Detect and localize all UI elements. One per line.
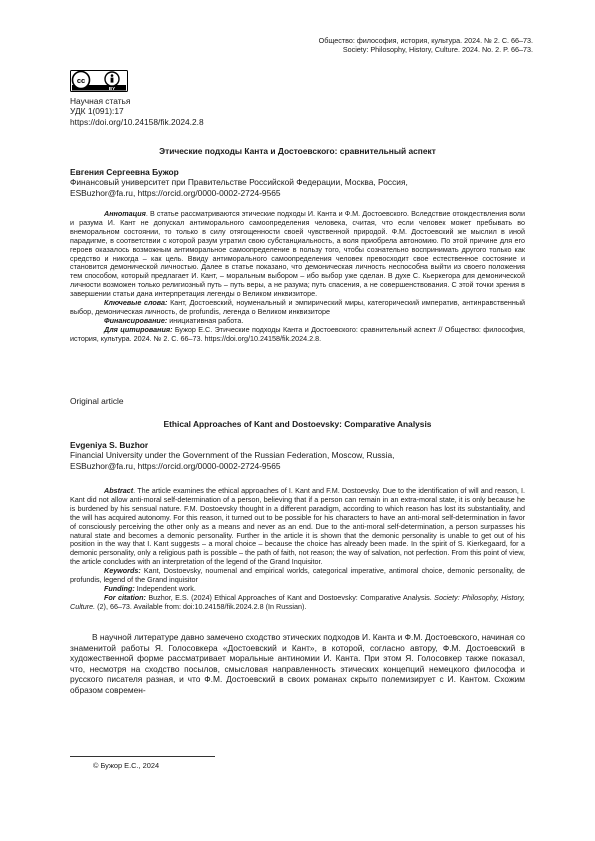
en-abstract-text: . The article examines the ethical approaches of I. Kant and F.M. Dostoevsky. Due to the identification of will and reason, I. Kant did not allow anti-moral self-determination of a person, believing that if a person can remain in an extra-moral state, it is only because he is burdened by his sensual nature. F.M. Dostoevsky thought in a different paradigm, according to which reason has lost its substantiality, and the will has acquired autonomy. For this reason, it turned out to be possible for his characters to have an anti-moral self-determination in favor of consciously perceiving the other only as a means and never as an end. Due to the anti-moral self-determination, a person surpasses his natural state and becomes a demonic personality. Further in the article it is shown that the demonic personality is unable to get out of his position in the way that I. Kant suggests – a moral choice – because the choice has already been made. In the spirit of S. Kierkegaard, for a demonic personality, only a religious path is possible – the path of faith, not reason; the way of salvation, not perfection. From this point of view, the article concludes with an interpretation of the legend of the Grand Inquisitor.: [70, 486, 525, 567]
en-keywords-label: Keywords:: [104, 566, 141, 576]
ru-abstract-block: [70, 210, 525, 344]
en-title: Ethical Approaches of Kant and Dostoevsky: Comparative Analysis: [163, 419, 432, 429]
en-funding-text: Independent work.: [134, 583, 196, 593]
cc-by-icon[interactable]: [70, 70, 128, 92]
en-abstract-block: [70, 487, 525, 612]
ru-contacts[interactable]: ESBuzhor@fa.ru, https://orcid.org/0000-0002-2724-9565: [70, 187, 281, 198]
en-abstract: [70, 487, 525, 567]
ru-abstract-label: Аннотация: [104, 209, 146, 218]
journal-line-ru: Общество: философия, история, культура. 2024. № 2. С. 66–73.: [318, 36, 533, 45]
ru-abstract-text: . В статье рассматриваются этические подходы И. Канта и Ф.М. Достоевского. Вследствие отождествления воли и разума И. Кант не допускал антиморального самоопределения человека, считая, что если человек может пребывать во внеморальном состоянии, то только в силу отягощенности своей чувственной природой. Ф.М. Достоевский же мыслил в иной парадигме, в соответствии с которой разум утратил свою субстанциальность, а воля приобрела автономию. По этой причине для его героев оказалось возможным антиморальное самоопределение в пользу того, чтобы сознательно воспринимать другого только как средство и никогда – как цель. Ввиду антиморального самоопределения человек превосходит свое естественное состояние и становится демонической личностью. Далее в статье показано, что демоническая личность неспособна выйти из своего положения тем способом, который предлагает И. Кант, – моральным выбором – ибо выбор уже сделан. В духе С. Кьеркегора для демонической личности возможен только религиозный путь – путь веры, а не разума; путь спасения, а не совершенствования. С этой точки зрения в завершении статьи дана интерпретация легенды о Великом инквизиторе.: [70, 209, 525, 299]
ru-funding-text: инициативная работа.: [167, 315, 244, 325]
en-author-name: Evgeniya S. Buzhor: [70, 440, 149, 450]
en-citation: [70, 594, 525, 612]
ru-keywords-label: Ключевые слова:: [104, 298, 168, 308]
copyright-footnote: © Бужор Е.С., 2024: [93, 761, 160, 770]
ru-funding-label: Финансирование:: [104, 315, 168, 325]
ru-citation-text: Бужор Е.С. Этические подходы Канта и Достоевского: сравнительный аспект // Общество: философия, история, культура. 2024. № 2. С. 66–73. https://doi.org/10.24158/fik.2024.2.8.: [70, 324, 525, 343]
ru-keywords: [70, 299, 525, 317]
ru-citation: [70, 326, 525, 344]
en-contacts[interactable]: ESBuzhor@fa.ru, https://orcid.org/0000-0002-2724-9565: [70, 460, 281, 471]
ru-abstract: [70, 210, 525, 299]
en-citation-label: For citation:: [104, 592, 146, 602]
body-paragraph: В научной литературе давно замечено сходство этических подходов И. Канта и Ф.М. Достоевского, начиная со знаменитой работы Я. Голосовкера «Достоевский и Кант», в которой, согласно автору, Ф.М. Достоевский в художественной форме рассматривает моральные антиномии И. Канта. При этом Я. Голосовкер также показал, что, несмотря на сходство посылов, смысловая направленность этических концепций немецкого философа и русского писателя разная, и что Ф.М. Достоевский в своих романах скрыто полемизирует с И. Кантом. Схожим образом современ-: [70, 632, 525, 695]
body-text: [70, 632, 525, 695]
en-affiliation: Financial University under the Government of the Russian Federation, Moscow, Russia,: [70, 450, 395, 461]
udk-code: УДК 1(091):17: [70, 106, 124, 117]
journal-line-en: Society: Philosophy, History, Culture. 2024. No. 2. P. 66–73.: [342, 45, 533, 54]
en-citation-journal: Society: Philosophy, History, Culture.: [70, 592, 525, 611]
cc-by-label: BY: [108, 85, 116, 91]
en-funding-label: Funding:: [104, 583, 135, 593]
ru-affiliation: Финансовый университет при Правительстве Российской Федерации, Москва, Россия,: [70, 177, 408, 188]
en-citation-tail: (2), 66–73. Available from: doi:10.24158/fik.2024.2.8 (In Russian).: [95, 601, 307, 611]
original-article-label: Original article: [70, 396, 124, 406]
doi-link[interactable]: https://doi.org/10.24158/fik.2024.2.8: [70, 116, 204, 127]
ru-title: Этические подходы Канта и Достоевского: сравнительный аспект: [159, 146, 436, 156]
ru-author-block: [70, 167, 525, 198]
ru-author-name: Евгения Сергеевна Бужор: [70, 167, 179, 177]
footnote-divider: [70, 756, 215, 757]
en-abstract-label: Abstract: [104, 486, 134, 495]
svg-text:cc: cc: [76, 75, 86, 85]
en-keywords-text: Kant, Dostoevsky, noumenal and empirical worlds, categorical imperative, antimoral choice, demonic personality, de profundis, legend of the Grand inquisitor: [70, 566, 525, 585]
ru-keywords-text: Кант, Достоевский, ноуменальный и эмпирический миры, категорический императив, антинравственный выбор, демоническая личность, de profundis, легенда о Великом инквизиторе: [70, 298, 526, 316]
en-keywords: [70, 567, 525, 585]
ru-citation-label: Для цитирования:: [104, 324, 173, 334]
journal-header: [233, 36, 533, 54]
en-citation-text: Buzhor, E.S. (2024) Ethical Approaches of Kant and Dostoevsky: Comparative Analysis.: [145, 592, 435, 602]
article-type: Научная статья: [70, 96, 131, 106]
en-author-block: [70, 440, 525, 471]
article-meta: [70, 96, 204, 127]
